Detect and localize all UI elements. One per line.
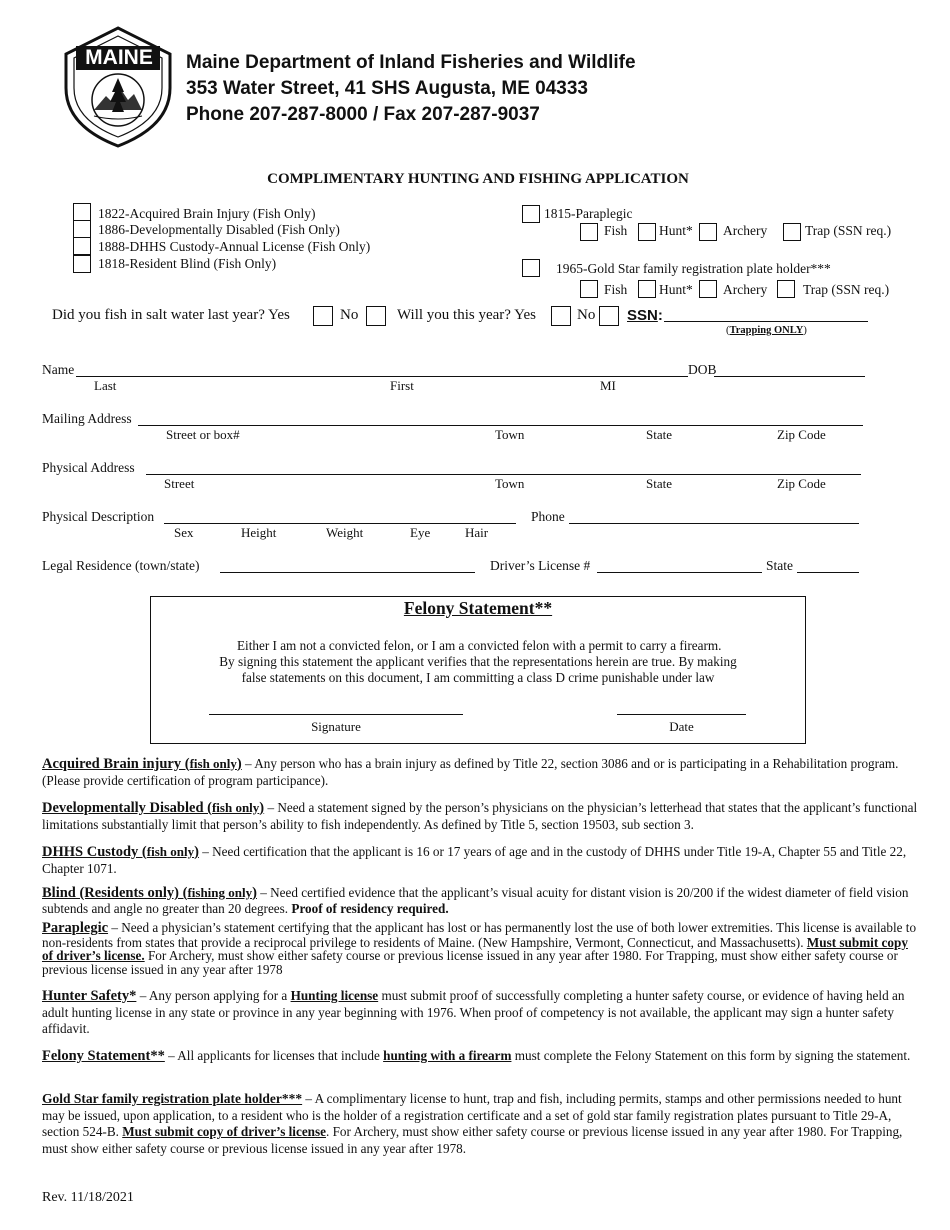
checkbox-goldstar-hunt[interactable]	[638, 280, 656, 298]
org-address: 353 Water Street, 41 SHS Augusta, ME 04333	[186, 78, 588, 99]
checkbox-1888[interactable]	[73, 237, 91, 255]
mailing-sub-state: State	[646, 427, 672, 442]
hunter-safety-bold: Hunting license	[290, 988, 379, 1003]
dhhs-heading-a: DHHS Custody (	[42, 844, 147, 860]
felony-def-heading: Felony Statement**	[42, 1048, 165, 1064]
checkbox-1965[interactable]	[522, 259, 540, 277]
felony-def-text-1: – All applicants for licenses that include	[164, 1048, 384, 1063]
paraplegic-text-1: – Need a physician’s statement certifying that the applicant has lost or has permanently lost the use of both lower extremities. This license is available to non-residents from states that provide a reciprocal privilege to residents of Maine. (New Hampshire, Vermont, Connecticut, and Massachusetts).	[42, 920, 917, 950]
dd-heading-b: fish only	[211, 800, 260, 815]
ssn-note-open: (	[726, 325, 730, 336]
gold-star-heading: Gold Star family registration plate holder***	[42, 1091, 303, 1106]
blind-heading-c: )	[252, 885, 257, 901]
dd-text: – Need a statement signed by the person’s physicians on the physician’s letterhead that states that the applicant’s functional limitations substantially limit that person’s ability to fish independently. As defined by Title 5, section 19503, sub section 3.	[42, 800, 918, 832]
physical-address-label: Physical Address	[42, 460, 135, 475]
signature-label: Signature	[311, 719, 361, 734]
physical-sub-street: Street	[164, 476, 195, 491]
checkbox-goldstar-archery[interactable]	[699, 280, 717, 298]
name-label: Name	[42, 362, 75, 377]
checkbox-paraplegic-archery[interactable]	[699, 223, 717, 241]
checkbox-paraplegic-fish[interactable]	[580, 223, 598, 241]
physical-description-label: Physical Description	[42, 509, 155, 524]
definition-gold-star	[42, 1091, 918, 1157]
dd-heading-c: )	[259, 800, 265, 816]
hunter-safety-heading: Hunter Safety*	[42, 988, 137, 1004]
date-field[interactable]	[617, 714, 746, 715]
definition-felony-statement	[42, 1048, 918, 1065]
checkbox-1818[interactable]	[73, 255, 91, 273]
felony-def-bold: hunting with a firearm	[383, 1048, 512, 1063]
saltwater-last-year-question: Did you fish in salt water last year? Yes	[52, 307, 290, 323]
dl-state-label: State	[766, 558, 793, 573]
abi-heading-c: )	[236, 756, 242, 772]
checkbox-lastyear-no[interactable]	[366, 306, 386, 326]
blind-bold: Proof of residency required.	[291, 901, 449, 916]
name-sub-last: Last	[94, 378, 117, 393]
legal-residence-field[interactable]	[220, 572, 475, 573]
desc-sub-sex: Sex	[174, 525, 194, 540]
physical-description-field[interactable]	[164, 523, 516, 524]
drivers-license-label: Driver’s License #	[490, 558, 591, 573]
checkbox-goldstar-trap[interactable]	[777, 280, 795, 298]
checkbox-1815[interactable]	[522, 205, 540, 223]
dhhs-heading-c: )	[194, 844, 199, 860]
org-phone: Phone 207-287-8000 / Fax 207-287-9037	[186, 104, 540, 125]
option-1886-label: 1886-Developmentally Disabled (Fish Only)	[98, 222, 340, 237]
signature-field[interactable]	[209, 714, 463, 715]
checkbox-goldstar-fish[interactable]	[580, 280, 598, 298]
checkbox-paraplegic-hunt[interactable]	[638, 223, 656, 241]
mailing-sub-town: Town	[495, 427, 525, 442]
desc-sub-height: Height	[241, 525, 277, 540]
ssn-label	[627, 307, 663, 324]
paraplegic-heading: Paraplegic	[42, 920, 109, 936]
ssn-note-close: )	[803, 325, 807, 336]
goldstar-fish-label: Fish	[604, 282, 628, 297]
thisyear-no-label: No	[577, 307, 596, 323]
dhhs-heading-b: fish only	[146, 844, 195, 859]
dl-state-field[interactable]	[797, 572, 859, 573]
ssn-label-text: SSN	[627, 307, 658, 324]
gold-star-text-2: . For Archery, must show either safety course or previous license issued in any year after 1980. For Trapping, must show either safety course or previous license issued in any year after 1978.	[42, 1124, 903, 1156]
blind-heading-a: Blind (Residents only) (	[42, 885, 188, 901]
phone-label: Phone	[531, 509, 565, 524]
name-sub-first: First	[390, 378, 414, 393]
definition-acquired-brain-injury	[42, 756, 918, 789]
desc-sub-weight: Weight	[326, 525, 364, 540]
date-label: Date	[669, 719, 694, 734]
dob-field[interactable]	[714, 376, 865, 377]
saltwater-this-year-question: Will you this year? Yes	[397, 307, 536, 323]
paraplegic-trap-label: Trap (SSN req.)	[805, 223, 892, 238]
abi-heading-b: fish only	[189, 756, 237, 771]
checkbox-1886[interactable]	[73, 220, 91, 238]
physical-sub-zip: Zip Code	[777, 476, 826, 491]
name-field[interactable]	[76, 376, 688, 377]
felony-title: Felony Statement**	[403, 598, 553, 618]
desc-sub-hair: Hair	[465, 525, 489, 540]
paraplegic-hunt-label: Hunt*	[659, 223, 693, 238]
option-1888-label: 1888-DHHS Custody-Annual License (Fish Only)	[98, 239, 371, 254]
ssn-field[interactable]	[664, 321, 868, 322]
definition-blind	[42, 885, 918, 916]
checkbox-paraplegic-trap[interactable]	[783, 223, 801, 241]
dhhs-text: – Need certification that the applicant is 16 or 17 years of age and in the custody of DHHS under Title 19-A, Chapter 55 and Title 22, Chapter 1071.	[42, 844, 907, 876]
phone-field[interactable]	[569, 523, 859, 524]
blind-text: – Need certified evidence that the applicant’s visual acuity for distant vision is 20/200 if the widest diameter of field vision subtends and angle no greater than 20 degrees.	[42, 885, 909, 916]
blind-heading	[42, 885, 257, 901]
mailing-sub-zip: Zip Code	[777, 427, 826, 442]
option-1815-label: 1815-Paraplegic	[544, 206, 633, 221]
ssn-label-colon: :	[657, 307, 663, 324]
form-title: COMPLIMENTARY HUNTING AND FISHING APPLICATION	[267, 171, 689, 187]
definition-developmentally-disabled	[42, 800, 918, 833]
abi-heading-a: Acquired Brain injury (	[42, 756, 190, 772]
dhhs-heading	[42, 844, 199, 860]
felony-line-3: false statements on this document, I am committing a class D crime punishable under law	[241, 670, 715, 685]
blind-heading-b: fishing only	[187, 885, 253, 900]
legal-residence-label: Legal Residence (town/state)	[42, 558, 200, 573]
paraplegic-archery-label: Archery	[723, 223, 768, 238]
felony-def-text-2: must complete the Felony Statement on this form by signing the statement.	[511, 1048, 911, 1063]
checkbox-lastyear-yes[interactable]	[313, 306, 333, 326]
goldstar-trap-label: Trap (SSN req.)	[803, 282, 890, 297]
goldstar-hunt-label: Hunt*	[659, 282, 693, 297]
checkbox-1822[interactable]	[73, 203, 91, 221]
hunter-safety-text-2: must submit proof of successfully completing a hunter safety course, or evidence of having held an adult hunting license in any state or province in any year beginning with 1976. When proof of competency is not available, the applicant may sign a hunter safety affidavit.	[42, 988, 905, 1036]
mailing-address-field[interactable]	[138, 425, 863, 426]
lastyear-no-label: No	[340, 307, 359, 323]
goldstar-archery-label: Archery	[723, 282, 768, 297]
definition-dhhs-custody	[42, 844, 918, 877]
revision-date: Rev. 11/18/2021	[42, 1190, 134, 1205]
dd-heading	[42, 800, 264, 816]
paraplegic-fish-label: Fish	[604, 223, 628, 238]
checkbox-thisyear-yes[interactable]	[551, 306, 571, 326]
gold-star-text-1: – A complimentary license to hunt, trap and fish, including permits, stamps and other permissions needed to hunt may be issued, upon application, to a resident who is the holder of a registration certificate and a set of gold star family registration plates pursuant to Title 29-A, section 524-B.	[42, 1091, 902, 1139]
physical-sub-state: State	[646, 476, 672, 491]
abi-heading	[42, 756, 242, 772]
mailing-sub-street: Street or box#	[166, 427, 240, 442]
dd-heading-a: Developmentally Disabled (	[42, 800, 212, 816]
checkbox-thisyear-no[interactable]	[599, 306, 619, 326]
mailing-address-label: Mailing Address	[42, 411, 132, 426]
dob-label: DOB	[688, 362, 717, 377]
gold-star-bold: Must submit copy of driver’s license	[122, 1124, 326, 1139]
drivers-license-field[interactable]	[597, 572, 762, 573]
option-1965-label: 1965-Gold Star family registration plate holder***	[556, 261, 831, 276]
maine-ifw-logo	[62, 26, 174, 148]
org-name: Maine Department of Inland Fisheries and Wildlife	[186, 52, 636, 73]
paraplegic-text-2: For Archery, must show either safety course or previous license issued in any year after 1980. For Trapping, must show either safety course or previous license issued in any year after 1978	[42, 948, 898, 977]
abi-text: – Any person who has a brain injury as defined by Title 22, section 3086 and or is participating in a Rehabilitation program. (Please provide certification of program participance).	[42, 756, 899, 788]
ssn-note-text: Trapping ONLY	[729, 325, 804, 336]
paraplegic-bold: Must submit copy of driver’s license.	[42, 934, 908, 963]
felony-line-1: Either I am not a convicted felon, or I am a convicted felon with a permit to carry a firearm.	[237, 638, 722, 653]
desc-sub-eye: Eye	[410, 525, 431, 540]
hunter-safety-text-1: – Any person applying for a	[136, 988, 291, 1003]
physical-address-field[interactable]	[146, 474, 861, 475]
physical-sub-town: Town	[495, 476, 525, 491]
option-1822-label: 1822-Acquired Brain Injury (Fish Only)	[98, 206, 316, 221]
ssn-trapping-note	[726, 325, 807, 336]
name-sub-mi: MI	[600, 378, 616, 393]
definition-paraplegic	[42, 921, 918, 976]
option-1818-label: 1818-Resident Blind (Fish Only)	[98, 256, 277, 271]
felony-line-2: By signing this statement the applicant verifies that the representations herein are true. By making	[219, 654, 737, 669]
definition-hunter-safety	[42, 988, 918, 1038]
logo-text: MAINE	[85, 46, 153, 69]
